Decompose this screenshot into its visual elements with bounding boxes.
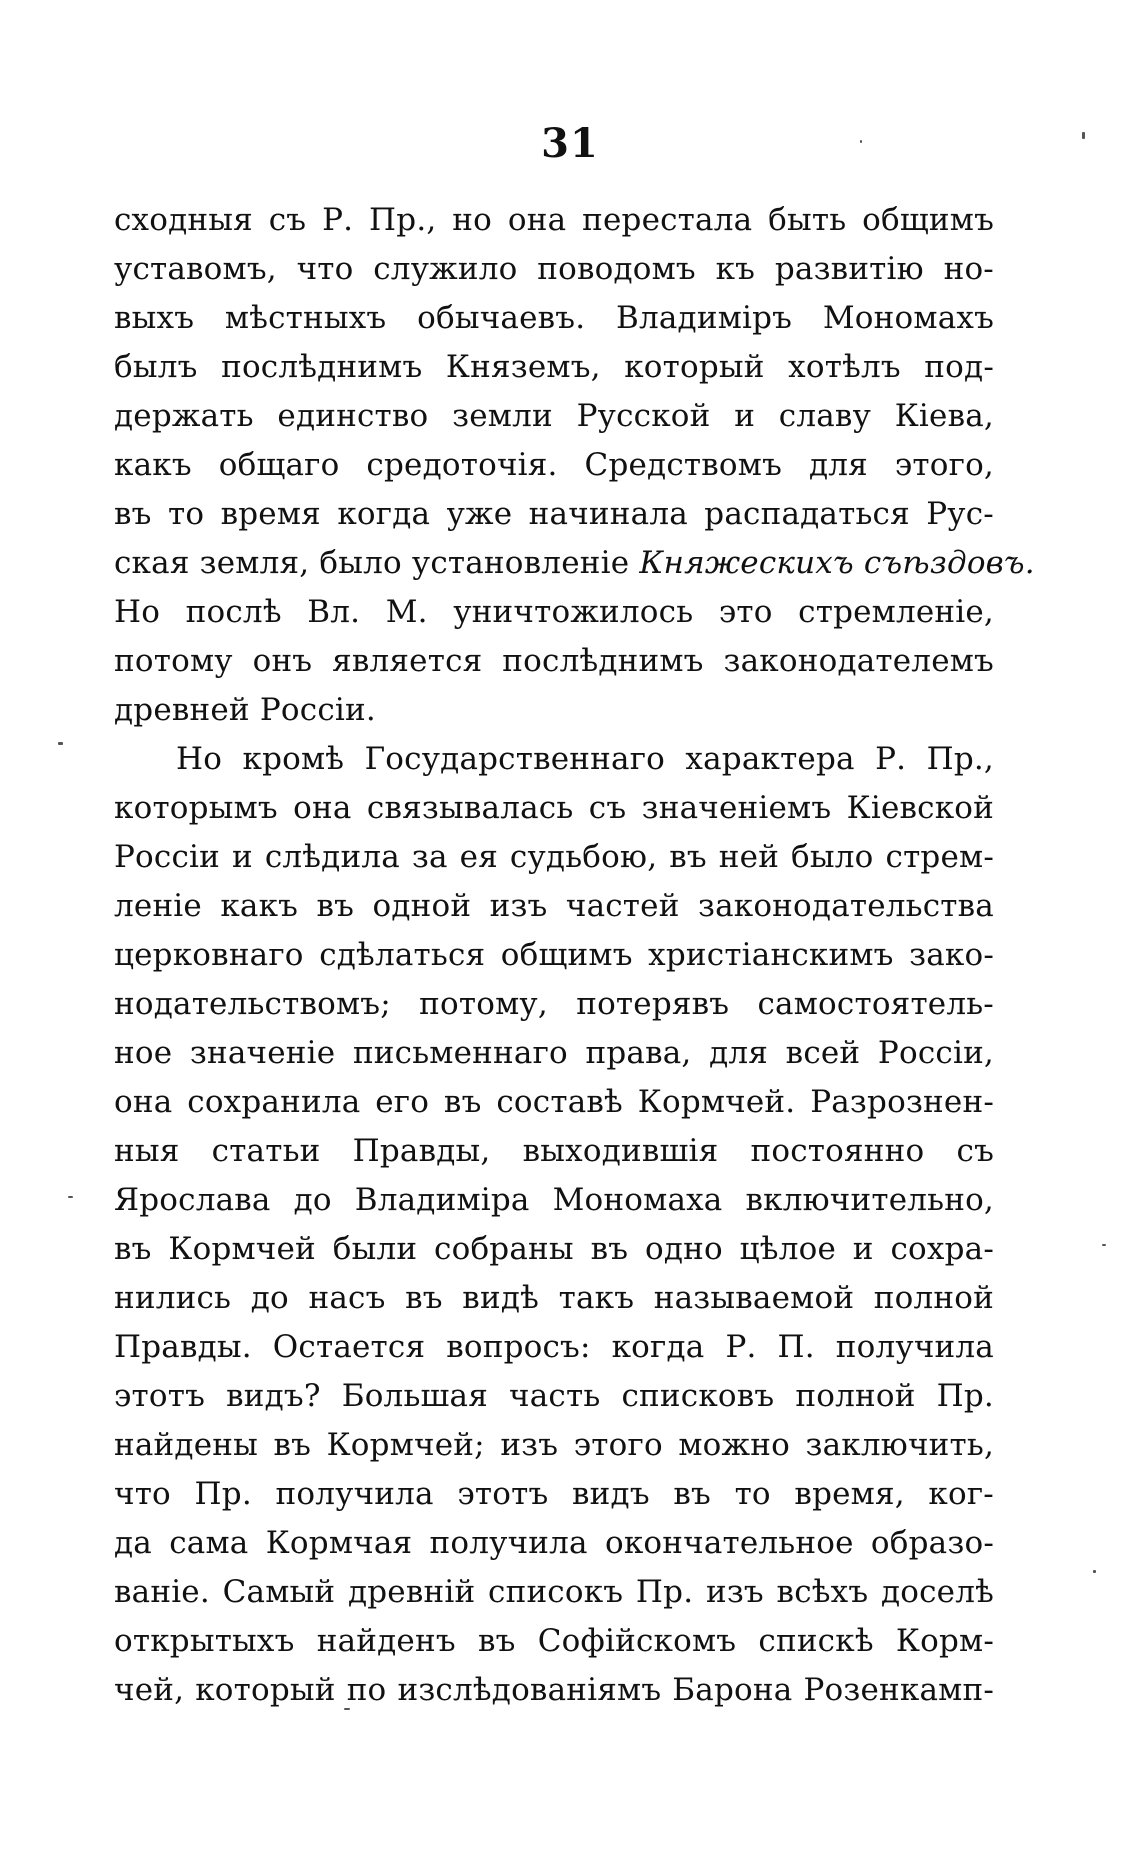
scan-speck — [58, 742, 63, 745]
italic-phrase: Княжескихъ съѣздовъ. — [639, 545, 1035, 581]
text-line: нодательствомъ; потому, потерявъ самостоятель- — [114, 986, 994, 1022]
text-line: Ярослава до Владиміра Мономаха включительно, — [114, 1182, 994, 1218]
text-line: выхъ мѣстныхъ обычаевъ. Владиміръ Мономахъ — [114, 300, 994, 336]
text-line: нились до насъ въ видѣ такъ называемой полной — [114, 1280, 994, 1316]
text-line: уставомъ, что служило поводомъ къ развитію но- — [114, 251, 994, 287]
text-line: да сама Кормчая получила окончательное образо- — [114, 1525, 994, 1561]
scan-speck — [1082, 132, 1085, 139]
text-line: что Пр. получила этотъ видъ въ то время, ког- — [114, 1476, 994, 1512]
text-line: какъ общаго средоточія. Средствомъ для этого, — [114, 447, 994, 483]
scan-speck — [1102, 1244, 1106, 1246]
scan-speck — [68, 1196, 73, 1198]
text-line: ныя статьи Правды, выходившія постоянно съ — [114, 1133, 994, 1169]
text-line: найдены въ Кормчей; изъ этого можно заключить, — [114, 1427, 994, 1463]
text-line: леніе какъ въ одной изъ частей законодательства — [114, 888, 994, 924]
text-line: ное значеніе письменнаго права, для всей Россіи, — [114, 1035, 994, 1071]
text-line: она сохранила его въ составѣ Кормчей. Разрознен- — [114, 1084, 994, 1120]
text-line: потому онъ является послѣднимъ законодателемъ — [114, 643, 994, 679]
text-line: чей, который по изслѣдованіямъ Барона Розенкамп- — [114, 1672, 994, 1708]
text-line: которымъ она связывалась съ значеніемъ Кіевской — [114, 790, 994, 826]
text-line: былъ послѣднимъ Княземъ, который хотѣлъ под- — [114, 349, 994, 385]
text-line: церковнаго сдѣлаться общимъ христіанскимъ зако- — [114, 937, 994, 973]
text-line: Но послѣ Вл. М. уничтожилось это стремленіе, — [114, 594, 994, 630]
scan-speck — [1093, 1570, 1096, 1573]
scan-speck — [860, 140, 862, 143]
page-number: 31 — [541, 120, 599, 167]
text-line: Правды. Остается вопросъ: когда Р. П. получила — [114, 1329, 994, 1365]
text-line: ваніе. Самый древній списокъ Пр. изъ всѣхъ доселѣ — [114, 1574, 994, 1610]
text-line-with-italic: ская земля, было установленіе Княжескихъ съѣздовъ. — [114, 545, 1035, 581]
text-line: въ то время когда уже начинала распадаться Рус- — [114, 496, 994, 532]
text-line: древней Россіи. — [114, 692, 376, 728]
paragraph-start-line: Но кромѣ Государственнаго характера Р. Пр., — [176, 741, 994, 777]
body-text — [114, 196, 1035, 1715]
scan-speck — [344, 1708, 350, 1710]
text-line: Россіи и слѣдила за ея судьбою, въ ней было стрем- — [114, 839, 994, 875]
text-line: держать единство земли Русской и славу Кіева, — [114, 398, 994, 434]
text-line: сходныя съ Р. Пр., но она перестала быть общимъ — [114, 202, 994, 238]
text-line: въ Кормчей были собраны въ одно цѣлое и сохра- — [114, 1231, 994, 1267]
text-line: этотъ видъ? Большая часть списковъ полной Пр. — [114, 1378, 994, 1414]
text-line: открытыхъ найденъ въ Софійскомъ спискѣ Корм- — [114, 1623, 994, 1659]
